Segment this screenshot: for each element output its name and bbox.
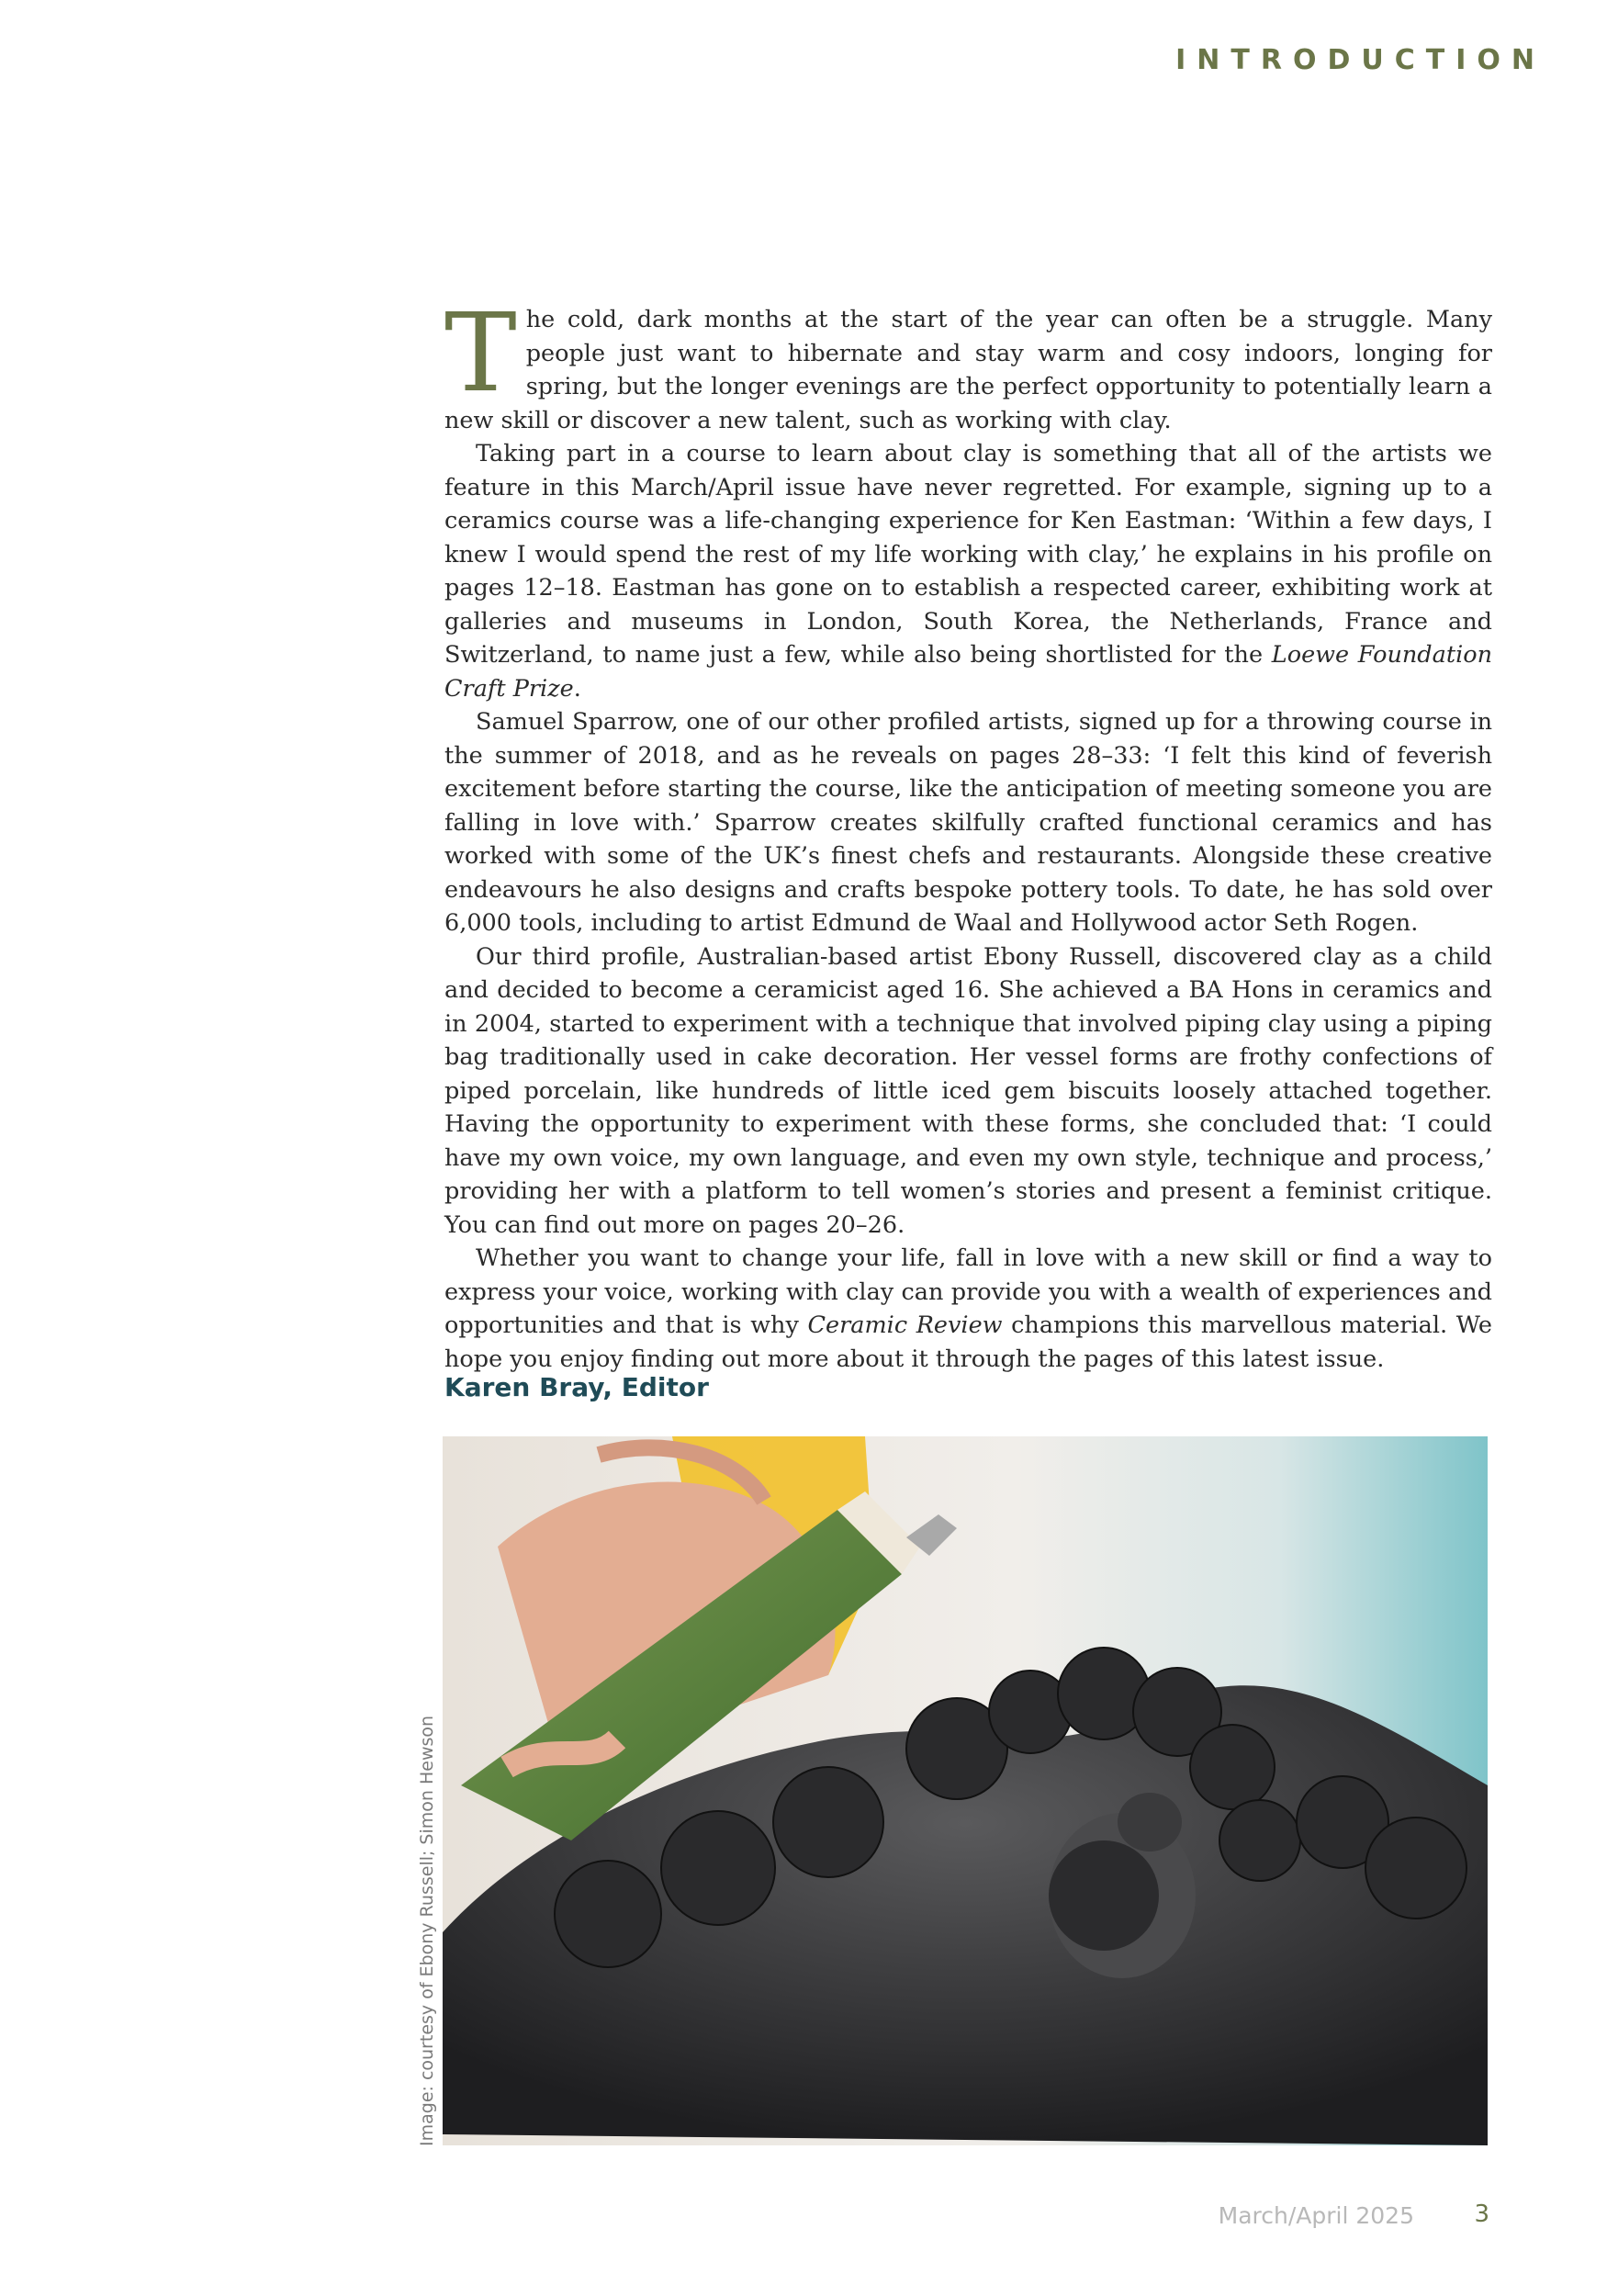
paragraph-5-text: Whether you want to change your life, fall in love with a new skill or find a way to express your voice, working with clay can provide you with a wealth of experiences and opportunities and that is why: [444, 1244, 1492, 1339]
image-credit: Image: courtesy of Ebony Russell; Simon Hewson: [417, 1715, 437, 2146]
drop-cap: T: [444, 289, 517, 416]
magazine-name: Ceramic Review: [807, 1311, 1003, 1339]
piping-clay-illustration: [443, 1436, 1488, 2145]
article-photo: [443, 1436, 1488, 2145]
paragraph-4: Our third profile, Australian-based artist Ebony Russell, discovered clay as a child and decided to become a ceramicist aged 16. She achieved a BA Hons in ceramics and in 2004, started to experiment with a technique that involved piping clay using a piping bag traditionally used in cake decoration. Her vessel forms are frothy confections of piped porcelain, like hundreds of little iced gem biscuits loosely attached together. Having the opportunity to experiment with these forms, she concluded that: ‘I could have my own voice, my own language, and even my own style, technique and process,’ providing her with a platform to tell women’s stories and present a feminist critique. You can find out more on pages 20–26.: [444, 942, 1492, 1239]
paragraph-5-end: champions this marvellous material. We hope you enjoy finding out more about it through the pages of this latest issue.: [444, 1311, 1492, 1373]
paragraph-1: [444, 289, 1492, 437]
paragraph-2: [444, 437, 1492, 705]
page-number: 3: [1474, 2200, 1489, 2228]
article-body: [444, 289, 1493, 1376]
paragraph-5: [444, 1242, 1492, 1376]
paragraph-1-text: he cold, dark months at the start of the year can often be a struggle. Many people just want to hibernate and stay warm and cosy indoors, longing for spring, but the longer evenings are the perfect opportunity to potentially learn a new skill or discover a new talent, such as working with clay.: [444, 306, 1492, 434]
paragraph-3: Samuel Sparrow, one of our other profiled artists, signed up for a throwing course in the summer of 2018, and as he reveals on pages 28–33: ‘I felt this kind of feverish excitement before starting the course, like the anticipation of meeting someone you are falling in love with.’ Sparrow creates skilfully crafted functional ceramics and has worked with some of the UK’s finest chefs and restaurants. Alongside these creative endeavours he also designs and crafts bespoke pottery tools. To date, he has sold over 6,000 tools, including to artist Edmund de Waal and Hollywood actor Seth Rogen.: [444, 708, 1492, 937]
paragraph-2-end: .: [573, 674, 581, 703]
prize-name: Loewe Foundation Craft Prize: [444, 641, 1493, 703]
issue-date: March/April 2025: [1218, 2202, 1414, 2229]
section-label: INTRODUCTION: [1175, 44, 1545, 76]
paragraph-2-text: Taking part in a course to learn about clay is something that all of the artists we feature in this March/April issue have never regretted. For example, signing up to a ceramics course was a life-changing experience for Ken Eastman: ‘Within a few days, I knew I would spend the rest of my life working with clay,’ he explains in his profile on pages 12–18. Eastman has gone on to establish a respected career, exhibiting work at galleries and museums in London, South Korea, the Netherlands, France and Switzerland, to name just a few, while also being shortlisted for the: [444, 440, 1492, 669]
editor-signature: Karen Bray, Editor: [444, 1372, 709, 1402]
